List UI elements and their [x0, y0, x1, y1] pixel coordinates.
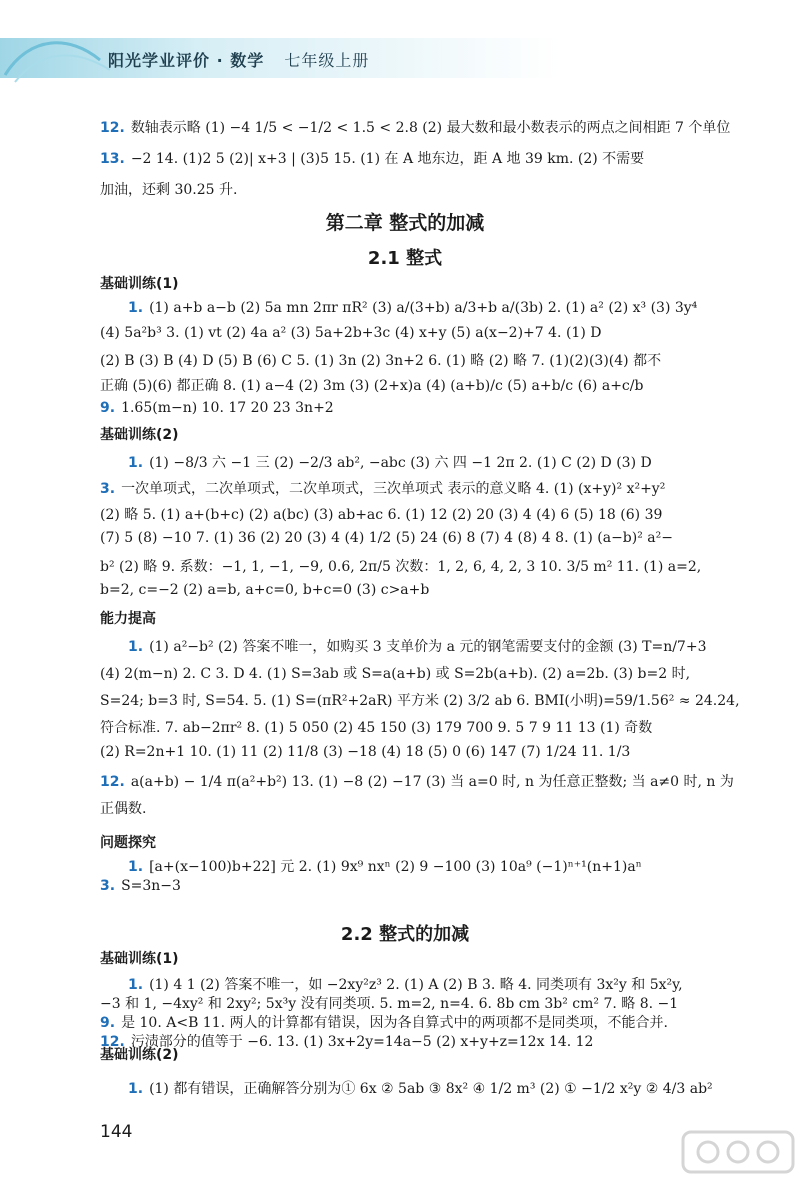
- answer-text: S=24; b=3 时, S=54. 5. (1) S=(πR²+2aR) 平方米 (2) 3/2 ab 6. BMI(小明)=59/1.56² ≈ 24.24,: [100, 693, 740, 709]
- block-title-basic-2: 基础训练(2): [100, 427, 179, 443]
- block-title-basic-1: 基础训练(1): [100, 276, 179, 292]
- answer-line: [100, 179, 237, 199]
- answer-text: (1) 都有错误，正确解答分别为① 6x ② 5ab ③ 8x² ④ 1/2 m³ (2) ① −1/2 x²y ② 4/3 ab²: [149, 1081, 713, 1097]
- answer-line: [100, 1012, 668, 1032]
- answer-line: [100, 744, 630, 760]
- answer-text: 一次单项式，二次单项式，二次单项式，三次单项式 表示的意义略 4. (1) (x+y)² x²+y²: [121, 481, 666, 497]
- block-title-ability: 能力提高: [100, 611, 156, 627]
- answer-line: [100, 504, 662, 524]
- page-number: 144: [100, 1122, 133, 1142]
- question-number: 1.: [128, 455, 144, 471]
- header-title: [108, 48, 369, 71]
- answer-line: [128, 974, 683, 994]
- question-number: 3.: [100, 481, 116, 497]
- question-number: 12.: [100, 774, 125, 790]
- answer-text: (7) 5 (8) −10 7. (1) 36 (2) 20 (3) 4 (4) 1/2 (5) 24 (6) 8 (7) 4 (8) 4 8. (1) (a−b)² a²−: [100, 530, 673, 546]
- answer-text: (2) 略 5. (1) a+(b+c) (2) a(bc) (3) ab+ac 6. (1) 12 (2) 20 (3) 4 (4) 6 (5) 18 (6) 39: [100, 507, 663, 523]
- answer-text: (1) 4 1 (2) 答案不唯一，如 −2xy²z³ 2. (1) A (2) B 3. 略 4. 同类项有 3x²y 和 5x²y,: [149, 977, 683, 993]
- question-number: 9.: [100, 1015, 116, 1031]
- header-swirl-icon: [0, 30, 120, 90]
- answer-line: [100, 350, 661, 370]
- answer-text: [a+(x−100)b+22] 元 2. (1) 9x⁹ nxⁿ (2) 9 −100 (3) 10a⁹ (−1)ⁿ⁺¹(n+1)aⁿ: [149, 859, 642, 875]
- question-number: 12.: [100, 1034, 125, 1050]
- block-title-basic-2b: 基础训练(2): [100, 1047, 179, 1063]
- answer-line: [100, 478, 665, 498]
- answer-text: 正偶数.: [100, 801, 147, 817]
- block-title-explore: 问题探究: [100, 835, 156, 851]
- answer-line: [100, 375, 643, 395]
- answer-line: [100, 400, 334, 416]
- answer-line: [100, 663, 690, 683]
- answer-line: [100, 582, 429, 598]
- answer-text: (1) a+b a−b (2) 5a mn 2πr πR² (3) a/(3+b) a/3+b a/(3b) 2. (1) a² (2) x³ (3) 3y⁴: [149, 300, 698, 316]
- question-number: 3.: [100, 878, 116, 894]
- answer-line: [100, 690, 740, 710]
- answer-text: a(a+b) − 1/4 π(a²+b²) 13. (1) −8 (2) −17 (3) 当 a=0 时, n 为任意正整数; 当 a≠0 时, n 为: [130, 774, 734, 790]
- answer-text: 符合标准. 7. ab−2πr² 8. (1) 5 050 (2) 45 150 (3) 179 700 9. 5 7 9 11 13 (1) 奇数: [100, 720, 653, 736]
- answer-text: (1) a²−b² (2) 答案不唯一，如购买 3 支单价为 a 元的钢笔需要支付的金额 (3) T=n/7+3: [149, 639, 707, 655]
- section-title-2-2: 2.2 整式的加减: [340, 924, 470, 945]
- answer-line: [100, 530, 673, 546]
- question-number: 1.: [128, 859, 144, 875]
- answer-line: [100, 878, 181, 894]
- answer-line: [128, 1078, 713, 1098]
- answer-text: −3 和 1, −4xy² 和 2xy²; 5x³y 没有同类项. 5. m=2, n=4. 6. 8b cm 3b² cm² 7. 略 8. −1: [100, 996, 679, 1012]
- answer-text: b² (2) 略 9. 系数：−1, 1, −1, −9, 0.6, 2π/5 次数：1, 2, 6, 4, 2, 3 10. 3/5 m² 11. (1) a=2,: [100, 559, 702, 575]
- answer-text: S=3n−3: [121, 878, 181, 894]
- answer-text: 1.65(m−n) 10. 17 20 23 3n+2: [121, 400, 334, 416]
- answer-text: 污渍部分的值等于 −6. 13. (1) 3x+2y=14a−5 (2) x+y+z=12x 14. 12: [130, 1034, 594, 1050]
- answer-line: [100, 771, 734, 791]
- answer-text: (1) −8/3 六 −1 三 (2) −2/3 ab², −abc (3) 六 四 −1 2π 2. (1) C (2) D (3) D: [149, 455, 652, 471]
- answer-line: [100, 556, 701, 576]
- answer-line: [128, 300, 697, 316]
- answer-text: 数轴表示略 (1) −4 1/5 < −1/2 < 1.5 < 2.8 (2) 最大数和最小数表示的两点之间相距 7 个单位: [130, 120, 731, 136]
- answer-text: (4) 2(m−n) 2. C 3. D 4. (1) S=3ab 或 S=a(a+b) 或 S=2b(a+b). (2) a=2b. (3) b=2 时,: [100, 666, 691, 682]
- answer-line: [128, 856, 642, 876]
- block-title-basic-1b: 基础训练(1): [100, 951, 179, 967]
- answer-line: [128, 636, 706, 656]
- watermark-logo-icon: [678, 1122, 798, 1192]
- answer-text: (2) B (3) B (4) D (5) B (6) C 5. (1) 3n (2) 3n+2 6. (1) 略 (2) 略 7. (1)(2)(3)(4) 都不: [100, 353, 662, 369]
- question-number: 1.: [128, 300, 144, 316]
- question-number: 12.: [100, 120, 125, 136]
- answer-line: [100, 993, 678, 1013]
- answer-text: 正确 (5)(6) 都正确 8. (1) a−4 (2) 3m (3) (2+x)a (4) (a+b)/c (5) a+b/c (6) a+c/b: [100, 378, 644, 394]
- answer-text: (4) 5a²b³ 3. (1) vt (2) 4a a² (3) 5a+2b+3c (4) x+y (5) a(x−2)+7 4. (1) D: [100, 325, 602, 341]
- section-title-2-1: 2.1 整式: [367, 248, 443, 269]
- answer-line: [100, 117, 730, 137]
- answer-line: [100, 798, 146, 818]
- question-number: 13.: [100, 151, 125, 167]
- answer-text: 加油，还剩 30.25 升.: [100, 182, 238, 198]
- answer-line: [100, 717, 652, 737]
- answer-text: b=2, c=−2 (2) a=b, a+c=0, b+c=0 (3) c>a+b: [100, 582, 430, 598]
- answer-line: [100, 325, 601, 341]
- chapter-title: 第二章 整式的加减: [325, 212, 485, 234]
- answer-line: [128, 452, 652, 472]
- question-number: 9.: [100, 400, 116, 416]
- header-grade: 七年级上册: [284, 51, 370, 70]
- answer-text: −2 14. (1)2 5 (2)| x+3 | (3)5 15. (1) 在 A 地东边，距 A 地 39 km. (2) 不需要: [130, 151, 645, 167]
- question-number: 1.: [128, 977, 144, 993]
- answer-text: 是 10. A<B 11. 两人的计算都有错误，因为各自算式中的两项都不是同类项，不能合并.: [121, 1015, 668, 1031]
- question-number: 1.: [128, 639, 144, 655]
- header-series: 阳光学业评价 · 数学: [108, 51, 265, 70]
- answer-text: (2) R=2n+1 10. (1) 11 (2) 11/8 (3) −18 (4) 18 (5) 0 (6) 147 (7) 1/24 11. 1/3: [100, 744, 631, 760]
- answer-line: [100, 148, 644, 168]
- question-number: 1.: [128, 1081, 144, 1097]
